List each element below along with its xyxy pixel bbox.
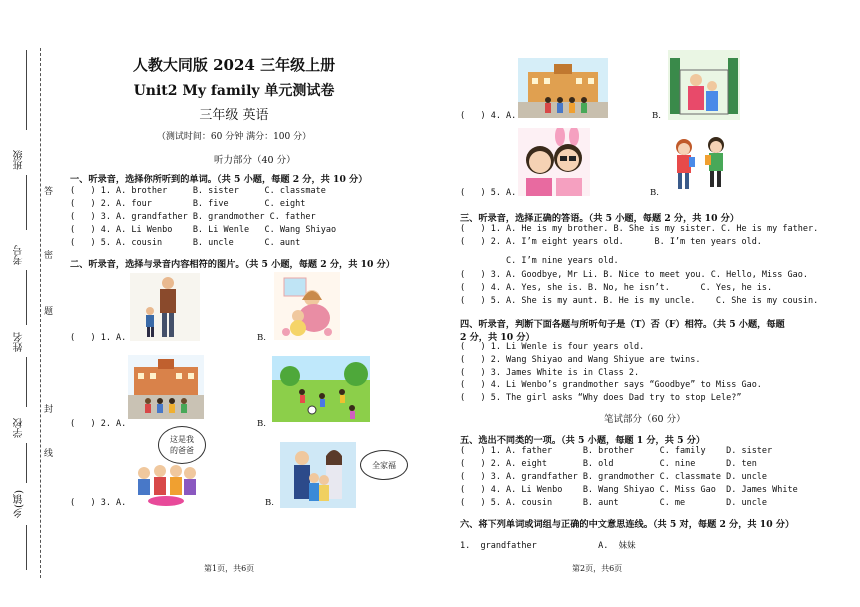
label-town: 乡(镇) bbox=[14, 490, 25, 518]
speech-bubble bbox=[158, 426, 206, 464]
s5-row-1: ( ) 1. A. father B. brother C. family D. sister bbox=[460, 446, 773, 456]
s3-row-4: ( ) 4. A. Yes, she is. B. No, he isn’t. C. Yes, he is. bbox=[460, 283, 773, 293]
s2-q3-option-b: B. bbox=[265, 498, 274, 508]
school-building-picture bbox=[518, 58, 608, 118]
kids-playing-park-picture bbox=[272, 356, 370, 422]
binding-margin bbox=[0, 0, 58, 607]
s3-row-1: ( ) 1. A. He is my brother. B. She is my sister. C. He is my father. bbox=[460, 224, 819, 234]
s2-q2-option-b: B. bbox=[257, 419, 266, 429]
seal-char-3: 题 bbox=[44, 304, 53, 317]
page-right bbox=[454, 0, 819, 607]
s5-row-4: ( ) 4. A. Li Wenbo B. Wang Shiyao C. Miss Gao D. James White bbox=[460, 485, 798, 495]
school-blank-line bbox=[26, 357, 27, 407]
section4-title: 四、听录音，判断下面各题与所听句子是（T）否（F）相符。（共 5 小题，每题 bbox=[460, 319, 785, 330]
label-school: 学校 bbox=[14, 418, 25, 438]
s2-q5-option-b: B. bbox=[650, 188, 659, 198]
section1-title: 一、听录音，选择你所听到的单词。（共 5 小题，每题 2 分，共 10 分） bbox=[70, 174, 368, 185]
speech-bubble-text: 这是我的爸爸 bbox=[170, 435, 194, 455]
family-photo-picture bbox=[130, 455, 202, 509]
listening-title: 听力部分（40 分） bbox=[214, 155, 296, 166]
s2-q4-option-b: B. bbox=[652, 111, 661, 121]
section4-title-cont: 2 分，共 10 分） bbox=[460, 332, 535, 343]
label-class: 班级 bbox=[14, 150, 25, 170]
s2-row-3: ( ) 3. A. bbox=[70, 498, 127, 508]
grade-subject: 三年级 英语 bbox=[199, 108, 269, 123]
town-blank-line-2 bbox=[26, 525, 27, 570]
section6-title: 六、将下列单词或词组与正确的中文意思连线。（共 5 对，每题 2 分，共 10 分） bbox=[460, 519, 795, 530]
s1-row-5: ( ) 5. A. cousin B. uncle C. aunt bbox=[70, 238, 301, 248]
section3-title: 三、听录音，选择正确的答语。（共 5 小题，每题 2 分，共 10 分） bbox=[460, 213, 740, 224]
s3-row-2: ( ) 2. A. I’m eight years old. B. I’m ten years old. bbox=[460, 237, 762, 247]
s5-row-3: ( ) 3. A. grandfather B. grandmother C. classmate D. uncle bbox=[460, 472, 768, 482]
class-blank-line bbox=[26, 50, 27, 130]
s3-row-5: ( ) 5. A. She is my aunt. B. He is my uncle. C. She is my cousin. bbox=[460, 296, 819, 306]
caption-bubble bbox=[360, 450, 408, 480]
seal-char-2: 密 bbox=[44, 248, 53, 261]
s2-row-2: ( ) 2. A. bbox=[70, 419, 127, 429]
s2-row-4: ( ) 4. A. bbox=[460, 111, 517, 121]
number-blank-line bbox=[26, 175, 27, 230]
s3-row-3: ( ) 3. A. Goodbye, Mr Li. B. Nice to meet you. C. Hello, Miss Gao. bbox=[460, 270, 808, 280]
s1-row-4: ( ) 4. A. Li Wenbo B. Li Wenle C. Wang Shiyao bbox=[70, 225, 337, 235]
s5-row-5: ( ) 5. A. cousin B. aunt C. me D. uncle bbox=[460, 498, 768, 508]
walking-children-picture bbox=[662, 133, 742, 197]
exam-title: 人教大同版 2024 三年级上册 bbox=[132, 56, 336, 74]
s4-row-5: ( ) 5. The girl asks “Why does Dad try to stop Lele?” bbox=[460, 393, 742, 403]
caption-bubble-text: 全家福 bbox=[372, 460, 396, 470]
s6-row-1: 1. grandfather A. 妹妹 bbox=[460, 541, 636, 551]
written-title: 笔试部分（60 分） bbox=[604, 414, 686, 425]
s1-row-1: ( ) 1. A. brother B. sister C. classmate bbox=[70, 186, 326, 196]
binding-dashed-line bbox=[40, 48, 41, 578]
s4-row-4: ( ) 4. Li Wenbo’s grandmother says “Goodbye” to Miss Gao. bbox=[460, 380, 762, 390]
town-blank-line bbox=[26, 443, 27, 483]
school-children-picture bbox=[128, 355, 204, 419]
family-portrait-picture bbox=[280, 442, 356, 508]
s4-row-2: ( ) 2. Wang Shiyao and Wang Shiyue are twins. bbox=[460, 355, 701, 365]
time-score: （测试时间：60 分钟 满分：100 分） bbox=[156, 132, 312, 142]
s2-row-1: ( ) 1. A. bbox=[70, 333, 127, 343]
mother-and-child-picture bbox=[274, 272, 340, 340]
s2-row-5: ( ) 5. A. bbox=[460, 188, 517, 198]
s3-row-2c: C. I’m nine years old. bbox=[460, 256, 619, 266]
page-number-left: 第1页，共6页 bbox=[204, 564, 255, 573]
section2-title: 二、听录音，选择与录音内容相符的图片。（共 5 小题，每题 2 分，共 10 分） bbox=[70, 259, 395, 270]
s1-row-2: ( ) 2. A. four B. five C. eight bbox=[70, 199, 306, 209]
page-number-right: 第2页，共6页 bbox=[572, 564, 623, 573]
seal-char-1: 答 bbox=[44, 184, 53, 197]
section5-title: 五、选出不同类的一项。（共 5 小题，每题 1 分，共 5 分） bbox=[460, 435, 706, 446]
s1-row-3: ( ) 3. A. grandfather B. grandmother C. father bbox=[70, 212, 316, 222]
s2-q1-option-b: B. bbox=[257, 333, 266, 343]
label-number: 考号 bbox=[14, 245, 25, 265]
s5-row-2: ( ) 2. A. eight B. old C. nine D. ten bbox=[460, 459, 757, 469]
girl-and-woman-picture bbox=[518, 128, 590, 196]
page-left bbox=[64, 0, 404, 607]
name-blank-line bbox=[26, 270, 27, 325]
s4-row-1: ( ) 1. Li Wenle is four years old. bbox=[460, 342, 645, 352]
seal-char-4: 封 bbox=[44, 402, 53, 415]
label-name: 姓名 bbox=[14, 332, 25, 352]
seal-char-5: 线 bbox=[44, 446, 53, 459]
dad-and-child-picture bbox=[130, 273, 200, 341]
school-gate-picture bbox=[668, 50, 740, 120]
exam-subtitle: Unit2 My family 单元测试卷 bbox=[133, 83, 335, 99]
s4-row-3: ( ) 3. James White is in Class 2. bbox=[460, 368, 640, 378]
